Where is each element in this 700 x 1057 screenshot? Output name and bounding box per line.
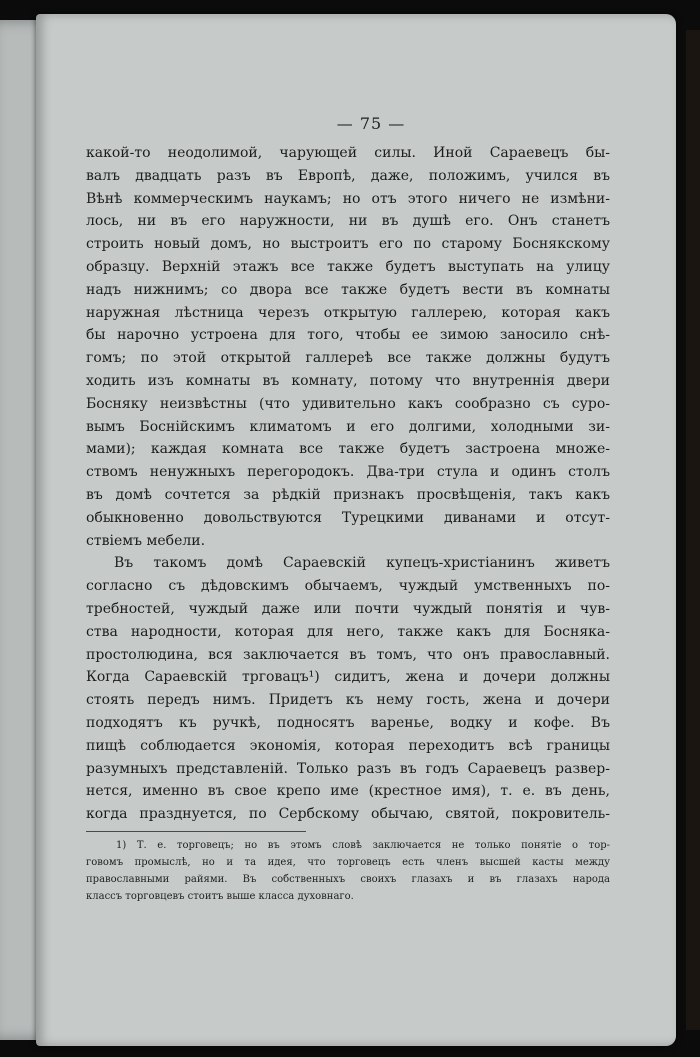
text-line: стоять передъ нимъ. Придетъ къ нему гость, жена и дочери bbox=[86, 692, 610, 709]
text-line: ходить изъ комнаты въ комнату, потому что внутреннія двери bbox=[86, 372, 610, 389]
text-line: вымъ Боснійскимъ климатомъ и его долгими, холодными зи- bbox=[86, 418, 610, 435]
text-line: требностей, чуждый даже или почти чуждый понятія и чув- bbox=[86, 600, 610, 617]
text-line: согласно съ дѣдовскимъ обычаемъ, чуждый умственныхъ по- bbox=[86, 578, 610, 595]
body-text bbox=[86, 142, 610, 826]
footnote-line: классъ торговцевъ стоитъ выше класса духовнаго. bbox=[86, 891, 354, 902]
text-line: валъ двадцать разъ въ Европѣ, даже, положимъ, учился въ bbox=[86, 167, 610, 184]
book-cover-edge bbox=[686, 30, 700, 1030]
text-line: нется, именно въ свое крепо име (крестное имя), т. е. въ день, bbox=[86, 783, 610, 800]
book-page bbox=[36, 14, 676, 1046]
footnote-divider bbox=[86, 831, 306, 832]
text-line: гомъ; по этой открытой галлереѣ все также должны будутъ bbox=[86, 350, 610, 367]
text-line: въ домѣ сочтется за рѣдкій признакъ просвѣщенія, такъ какъ bbox=[86, 486, 610, 503]
paragraph-first-line: Въ такомъ домѣ Сараевскій купецъ-христіанинъ живетъ bbox=[114, 555, 610, 572]
text-line: когда празднуется, по Сербскому обычаю, святой, покровитель- bbox=[86, 806, 610, 823]
page-number: — 75 — bbox=[336, 114, 406, 133]
footnote-line: 1) Т. е. торговецъ; но въ этомъ словѣ заключается не только понятіе о тор- bbox=[116, 840, 610, 851]
text-line: Вѣнѣ коммерческимъ наукамъ; но отъ этого ничего не измѣни- bbox=[86, 190, 610, 207]
text-line: какой-то неодолимой, чарующей силы. Иной Сараевецъ бы- bbox=[86, 145, 610, 161]
text-line: лось, ни въ его наружности, ни въ душѣ его. Онъ станетъ bbox=[86, 213, 610, 230]
text-line: Босняку неизвѣстны (что удивительно какъ сообразно съ суро- bbox=[86, 395, 610, 412]
text-line: ствомъ ненужныхъ перегородокъ. Два-три стула и одинъ столъ bbox=[86, 464, 610, 481]
text-line: надъ нижнимъ; со двора все также будетъ вести въ комнаты bbox=[86, 281, 610, 298]
text-line: образцу. Верхній этажъ все также будетъ выступать на улицу bbox=[86, 258, 610, 275]
text-line: пищѣ соблюдается экономія, которая переходитъ всѣ границы bbox=[86, 737, 610, 754]
text-line: разумныхъ представленій. Только разъ въ годъ Сараевецъ развер- bbox=[86, 760, 610, 777]
text-line: подходятъ къ ручкѣ, подносятъ варенье, водку и кофе. Въ bbox=[86, 714, 610, 731]
text-line: ствіемъ мебели. bbox=[86, 532, 206, 549]
text-line: наружная лѣстница черезъ открытую галлерею, которая какъ bbox=[86, 304, 610, 321]
footnote-line: говомъ промыслѣ, но и та идея, что торговецъ есть членъ высшей касты между bbox=[86, 857, 610, 868]
text-line: Когда Сараевскій трговацъ¹) сидитъ, жена и дочери должны bbox=[86, 669, 610, 686]
text-line: строить новый домъ, но выстроитъ его по старому Боснякскому bbox=[86, 236, 610, 253]
footnote-line: православными райями. Въ собственныхъ своихъ глазахъ и въ глазахъ народа bbox=[86, 874, 610, 885]
text-line: ства народности, которая для него, также какъ для Босняка- bbox=[86, 623, 610, 640]
text-line: простолюдина, вся заключается въ томъ, что онъ православный. bbox=[86, 646, 610, 663]
text-line: мами); каждая комната все также будетъ застроена множе- bbox=[86, 441, 610, 458]
footnote bbox=[86, 837, 610, 905]
text-line: обыкновенно довольствуются Турецкими диванами и отсут- bbox=[86, 509, 610, 526]
text-line: бы нарочно устроена для того, чтобы ее зимою заносило снѣ- bbox=[86, 327, 610, 344]
